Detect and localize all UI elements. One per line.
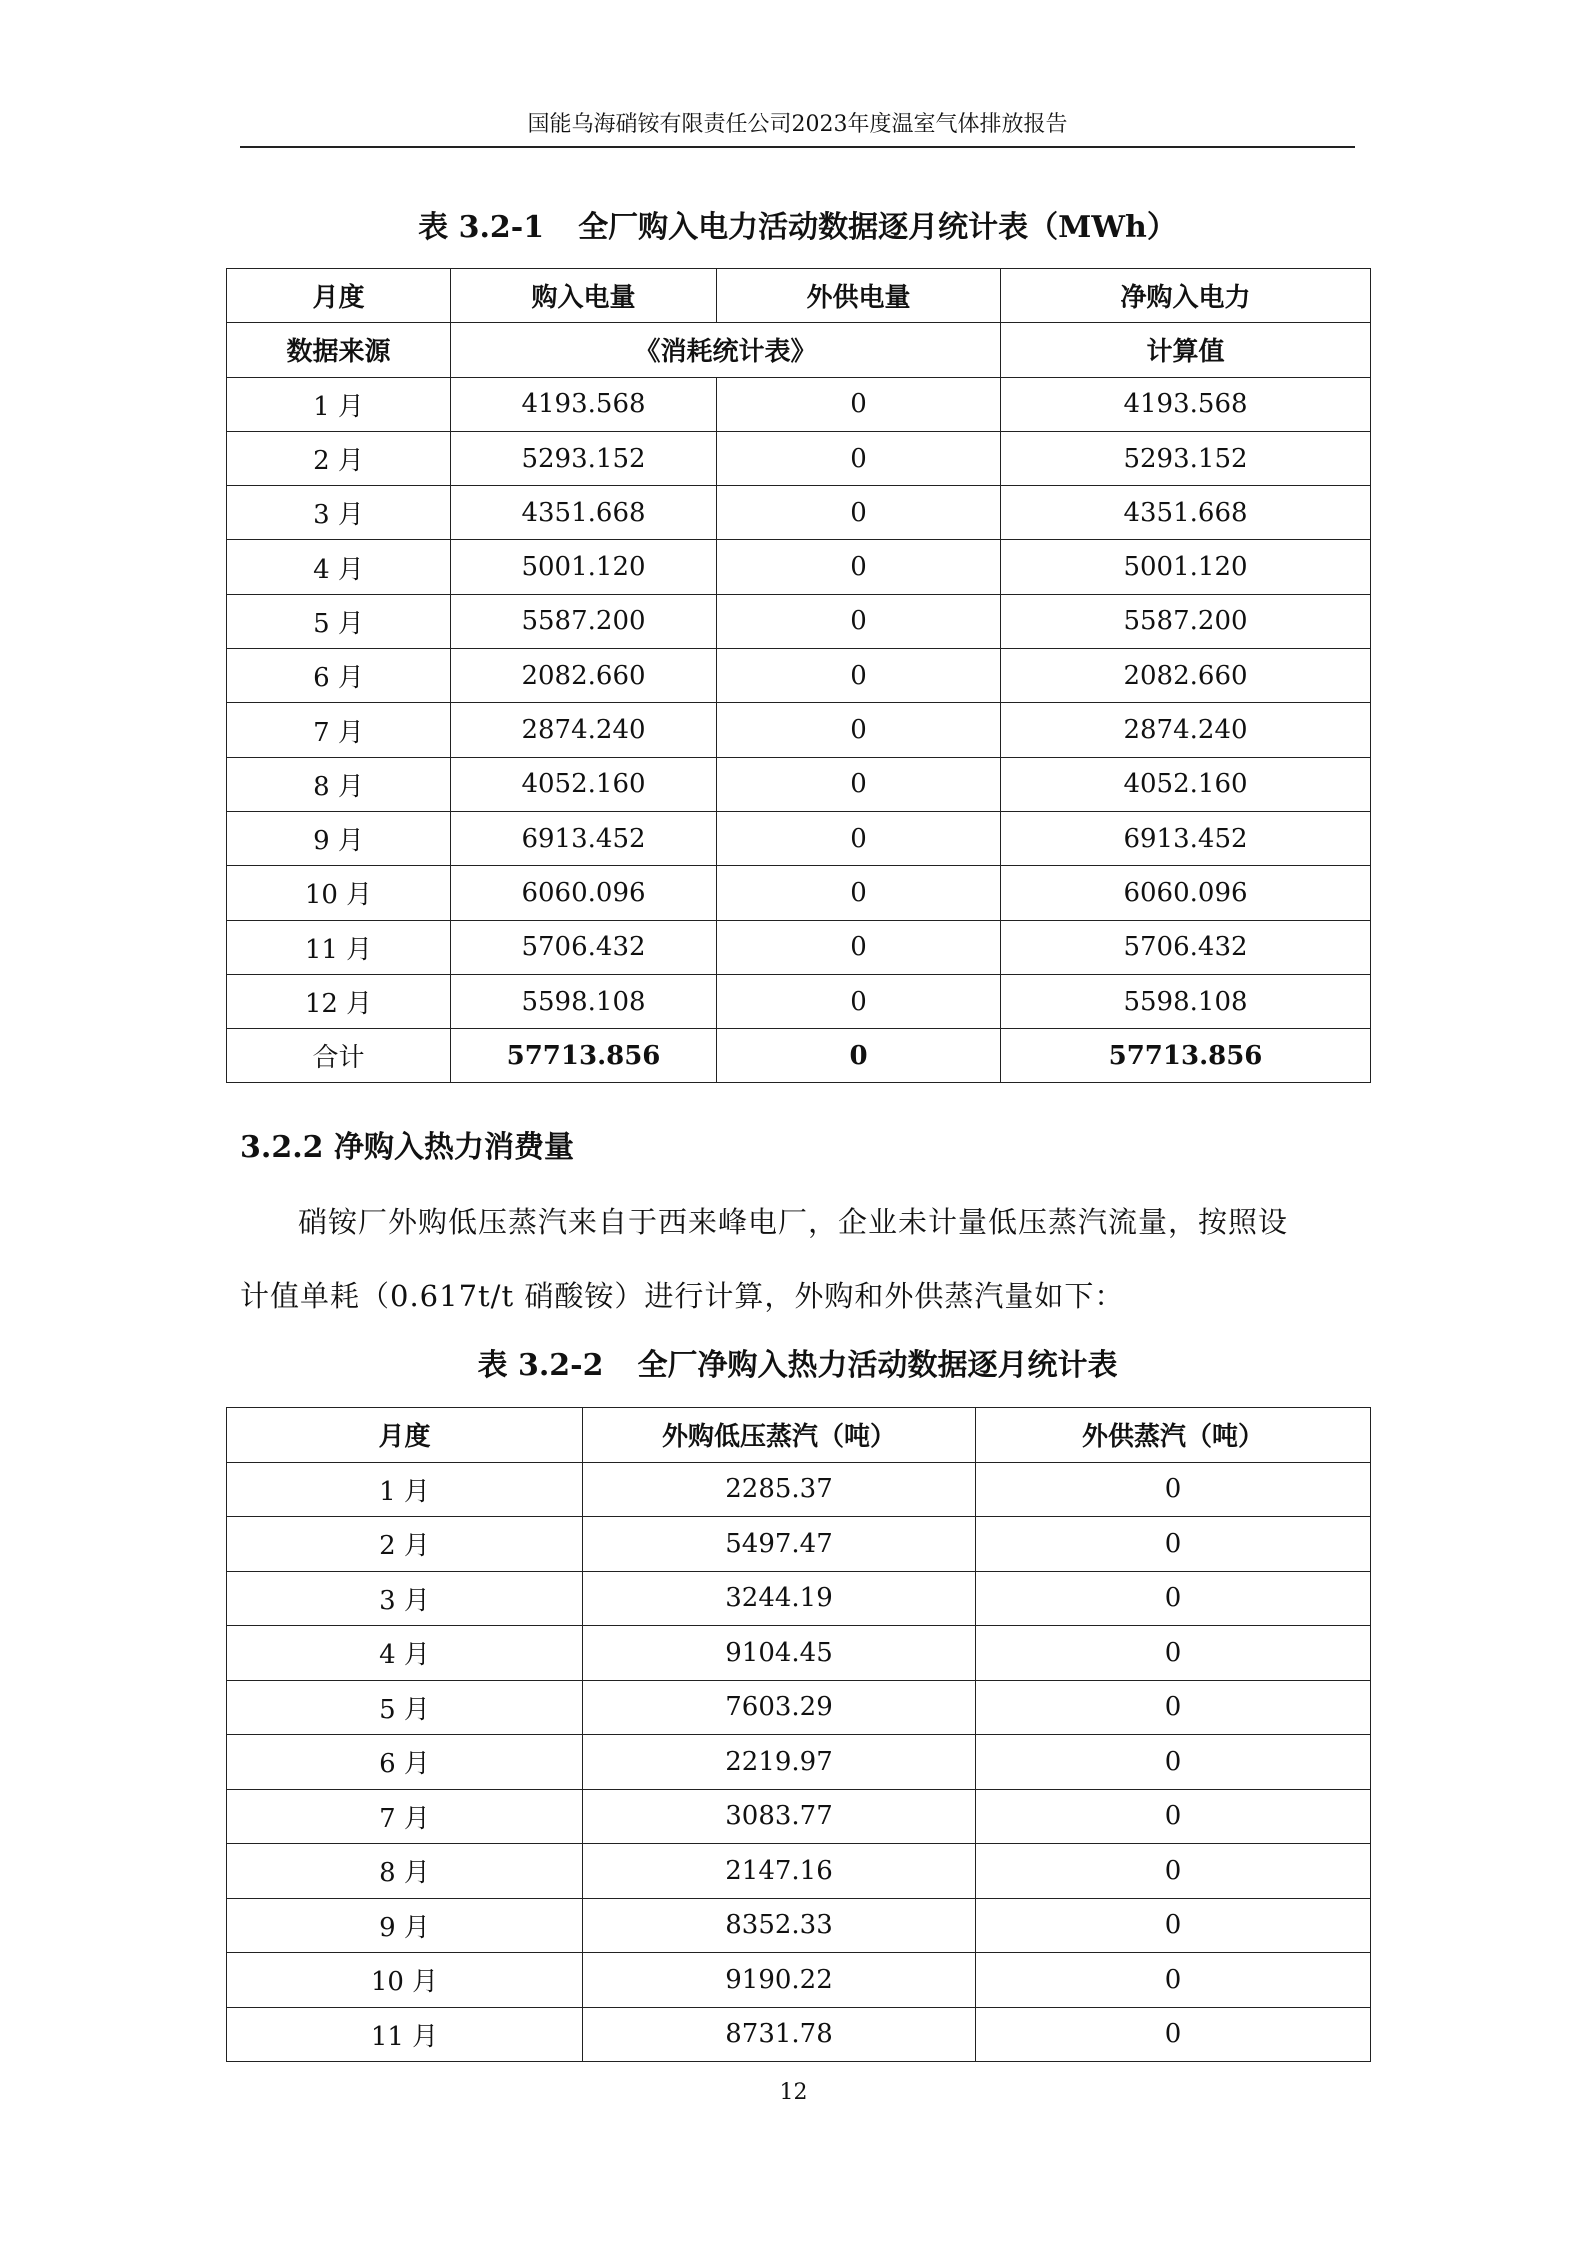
- header-cell-supplied: 外供电量: [717, 269, 1001, 323]
- net-cell: 4052.160: [1001, 757, 1371, 811]
- month-cell: 7 月: [227, 703, 451, 757]
- table-row: [227, 1735, 1371, 1790]
- heat-table-body: [227, 1408, 1371, 2062]
- month-cell: 3 月: [227, 486, 451, 540]
- net-cell: 5001.120: [1001, 540, 1371, 594]
- purchased-cell: 5706.432: [451, 920, 717, 974]
- table-row: [227, 1789, 1371, 1844]
- supplied-cell: 0: [717, 594, 1001, 648]
- table2-caption-number: 表 3.2-2: [477, 1348, 604, 1383]
- header-cell-month: 月度: [227, 1408, 583, 1463]
- supplied-cell: 0: [717, 377, 1001, 431]
- net-cell: 2874.240: [1001, 703, 1371, 757]
- month-cell: 2 月: [227, 1517, 583, 1572]
- supplied-steam-cell: 0: [976, 1680, 1371, 1735]
- total-month-cell: 合计: [227, 1029, 451, 1083]
- table-row: [227, 486, 1371, 540]
- electricity-table: [226, 268, 1371, 1083]
- table1-caption-text: 全厂购入电力活动数据逐月统计表（MWh）: [578, 210, 1177, 245]
- month-cell: 1 月: [227, 377, 451, 431]
- supplied-steam-cell: 0: [976, 1898, 1371, 1953]
- table-row: [227, 1680, 1371, 1735]
- supplied-steam-cell: 0: [976, 1735, 1371, 1790]
- net-cell: 6913.452: [1001, 811, 1371, 865]
- supplied-steam-cell: 0: [976, 1517, 1371, 1572]
- heat-table: [226, 1407, 1371, 2062]
- month-cell: 9 月: [227, 1898, 583, 1953]
- net-cell: 4351.668: [1001, 486, 1371, 540]
- net-cell: 5598.108: [1001, 974, 1371, 1028]
- table-row: [227, 1462, 1371, 1517]
- supplied-steam-cell: 0: [976, 1571, 1371, 1626]
- purchased-steam-cell: 2219.97: [583, 1735, 976, 1790]
- header-cell-supplied-steam: 外供蒸汽（吨）: [976, 1408, 1371, 1463]
- paragraph-line-2: 计值单耗（0.617t/t 硝酸铵）进行计算，外购和外供蒸汽量如下：: [240, 1279, 1125, 1313]
- purchased-cell: 5587.200: [451, 594, 717, 648]
- month-cell: 1 月: [227, 1462, 583, 1517]
- table-header-row: [227, 1408, 1371, 1463]
- table-row: [227, 866, 1371, 920]
- table-row: [227, 1844, 1371, 1899]
- table-row: [227, 1898, 1371, 1953]
- header-cell-net: 净购入电力: [1001, 269, 1371, 323]
- table-row: [227, 920, 1371, 974]
- supplied-steam-cell: 0: [976, 1953, 1371, 2008]
- source-label-cell: 数据来源: [227, 323, 451, 377]
- purchased-steam-cell: 2285.37: [583, 1462, 976, 1517]
- total-row: [227, 1029, 1371, 1083]
- supplied-cell: 0: [717, 757, 1001, 811]
- table-row: [227, 594, 1371, 648]
- purchased-steam-cell: 7603.29: [583, 1680, 976, 1735]
- supplied-cell: 0: [717, 486, 1001, 540]
- header-rule: [240, 146, 1355, 148]
- total-net-cell: 57713.856: [1001, 1029, 1371, 1083]
- paragraph-line-1: 硝铵厂外购低压蒸汽来自于西来峰电厂，企业未计量低压蒸汽流量，按照设: [298, 1205, 1289, 1239]
- purchased-cell: 4351.668: [451, 486, 717, 540]
- month-cell: 4 月: [227, 1626, 583, 1681]
- net-cell: 5706.432: [1001, 920, 1371, 974]
- table-row: [227, 377, 1371, 431]
- month-cell: 3 月: [227, 1571, 583, 1626]
- table-header-row: [227, 269, 1371, 323]
- purchased-cell: 2874.240: [451, 703, 717, 757]
- table1-caption-number: 表 3.2-1: [418, 210, 545, 245]
- month-cell: 10 月: [227, 866, 451, 920]
- page-number: 12: [779, 2080, 808, 2105]
- purchased-steam-cell: 2147.16: [583, 1844, 976, 1899]
- table-row: [227, 1626, 1371, 1681]
- purchased-cell: 2082.660: [451, 649, 717, 703]
- supplied-cell: 0: [717, 811, 1001, 865]
- table2-caption-text: 全厂净购入热力活动数据逐月统计表: [637, 1348, 1118, 1383]
- table-row: [227, 703, 1371, 757]
- purchased-steam-cell: 9104.45: [583, 1626, 976, 1681]
- supplied-steam-cell: 0: [976, 1844, 1371, 1899]
- month-cell: 11 月: [227, 920, 451, 974]
- supplied-steam-cell: 0: [976, 1789, 1371, 1844]
- total-purchased-cell: 57713.856: [451, 1029, 717, 1083]
- net-cell: 5293.152: [1001, 431, 1371, 485]
- source-row: [227, 323, 1371, 377]
- month-cell: 5 月: [227, 594, 451, 648]
- supplied-steam-cell: 0: [976, 1626, 1371, 1681]
- month-cell: 6 月: [227, 649, 451, 703]
- purchased-cell: 4052.160: [451, 757, 717, 811]
- purchased-steam-cell: 5497.47: [583, 1517, 976, 1572]
- running-header: 国能乌海硝铵有限责任公司2023年度温室气体排放报告: [527, 112, 1068, 137]
- section-heading: 3.2.2 净购入热力消费量: [240, 1130, 574, 1165]
- purchased-steam-cell: 8352.33: [583, 1898, 976, 1953]
- month-cell: 8 月: [227, 757, 451, 811]
- table-row: [227, 1953, 1371, 2008]
- month-cell: 6 月: [227, 1735, 583, 1790]
- month-cell: 7 月: [227, 1789, 583, 1844]
- table-row: [227, 540, 1371, 594]
- source-merged-cell: 《消耗统计表》: [451, 323, 1001, 377]
- supplied-cell: 0: [717, 974, 1001, 1028]
- purchased-cell: 5293.152: [451, 431, 717, 485]
- month-cell: 4 月: [227, 540, 451, 594]
- purchased-steam-cell: 8731.78: [583, 2007, 976, 2062]
- purchased-cell: 4193.568: [451, 377, 717, 431]
- table-row: [227, 1517, 1371, 1572]
- table2-caption: [225, 1346, 1370, 1386]
- month-cell: 9 月: [227, 811, 451, 865]
- net-cell: 6060.096: [1001, 866, 1371, 920]
- purchased-steam-cell: 3083.77: [583, 1789, 976, 1844]
- header-cell-purchased-steam: 外购低压蒸汽（吨）: [583, 1408, 976, 1463]
- month-cell: 8 月: [227, 1844, 583, 1899]
- purchased-cell: 6913.452: [451, 811, 717, 865]
- month-cell: 5 月: [227, 1680, 583, 1735]
- header-cell-purchased: 购入电量: [451, 269, 717, 323]
- electricity-table-body: [227, 269, 1371, 1083]
- purchased-steam-cell: 9190.22: [583, 1953, 976, 2008]
- supplied-steam-cell: 0: [976, 1462, 1371, 1517]
- supplied-steam-cell: 0: [976, 2007, 1371, 2062]
- month-cell: 10 月: [227, 1953, 583, 2008]
- table-row: [227, 431, 1371, 485]
- purchased-cell: 5598.108: [451, 974, 717, 1028]
- net-cell: 2082.660: [1001, 649, 1371, 703]
- net-cell: 4193.568: [1001, 377, 1371, 431]
- table-row: [227, 1571, 1371, 1626]
- supplied-cell: 0: [717, 431, 1001, 485]
- supplied-cell: 0: [717, 649, 1001, 703]
- table-row: [227, 811, 1371, 865]
- source-calc-cell: 计算值: [1001, 323, 1371, 377]
- table-row: [227, 2007, 1371, 2062]
- header-cell-month: 月度: [227, 269, 451, 323]
- purchased-cell: 6060.096: [451, 866, 717, 920]
- total-supplied-cell: 0: [717, 1029, 1001, 1083]
- supplied-cell: 0: [717, 920, 1001, 974]
- supplied-cell: 0: [717, 866, 1001, 920]
- table-row: [227, 649, 1371, 703]
- month-cell: 11 月: [227, 2007, 583, 2062]
- month-cell: 12 月: [227, 974, 451, 1028]
- table-row: [227, 974, 1371, 1028]
- supplied-cell: 0: [717, 703, 1001, 757]
- table-row: [227, 757, 1371, 811]
- purchased-cell: 5001.120: [451, 540, 717, 594]
- purchased-steam-cell: 3244.19: [583, 1571, 976, 1626]
- supplied-cell: 0: [717, 540, 1001, 594]
- month-cell: 2 月: [227, 431, 451, 485]
- table1-caption: [225, 208, 1370, 248]
- net-cell: 5587.200: [1001, 594, 1371, 648]
